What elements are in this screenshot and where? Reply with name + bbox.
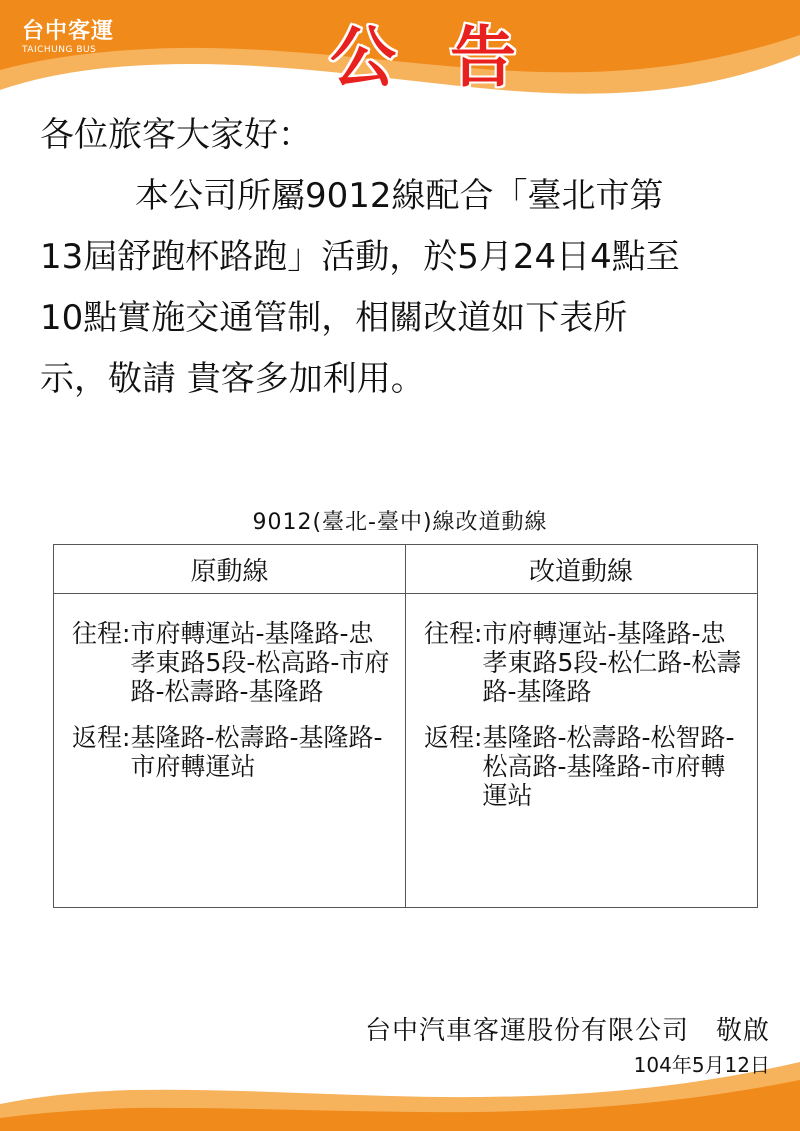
return-label: 返程: [424,723,483,752]
header-detour-route: 改道動線 [528,557,633,587]
outbound-path: 市府轉運站-基隆路-忠孝東路5段-松仁路-松壽路-基隆路 [482,619,742,706]
notice-title [320,4,540,94]
body-line-4: 示，敬請 貴客多加利用。 [40,359,425,399]
logo-chinese-name: 台中客運 [22,19,115,44]
notice-title-char-1: 公 [330,19,396,96]
return-path: 基隆路-松壽路-基隆路-市府轉運站 [130,723,383,781]
greeting: 各位旅客大家好： [40,115,312,155]
logo-english-name: TAICHUNG BUS [22,45,97,55]
footer-signature [365,1010,770,1078]
company-logo [22,20,114,56]
detour-route-cell [424,619,749,827]
detour-return [424,723,749,810]
return-label: 返程: [72,723,131,752]
outbound-path: 市府轉運站-基隆路-忠孝東路5段-松高路-市府路-松壽路-基隆路 [130,619,390,706]
header-original-route: 原動線 [190,557,269,587]
body-line-3: 10點實施交通管制，相關改道如下表所 [40,298,628,338]
notice-date: 104年5月12日 [633,1053,770,1077]
column-divider [405,545,406,907]
original-return [72,723,397,781]
route-table [53,544,758,908]
header-divider [54,593,757,594]
company-signature: 台中汽車客運股份有限公司 敬啟 [364,1016,770,1046]
original-route-cell [72,619,397,798]
body-line-2: 13屆舒跑杯路跑」活動，於5月24日4點至 [40,237,680,277]
outbound-label: 往程: [72,619,131,648]
original-outbound [72,619,397,706]
detour-outbound [424,619,749,706]
notice-title-char-2: 告 [450,19,516,96]
outbound-label: 往程: [424,619,483,648]
return-path: 基隆路-松壽路-松智路-松高路-基隆路-市府轉運站 [482,723,735,810]
table-title: 9012(臺北-臺中)線改道動線 [252,510,548,535]
body-line-1: 本公司所屬9012線配合「臺北市第 [135,176,664,216]
notice-body [40,105,760,410]
